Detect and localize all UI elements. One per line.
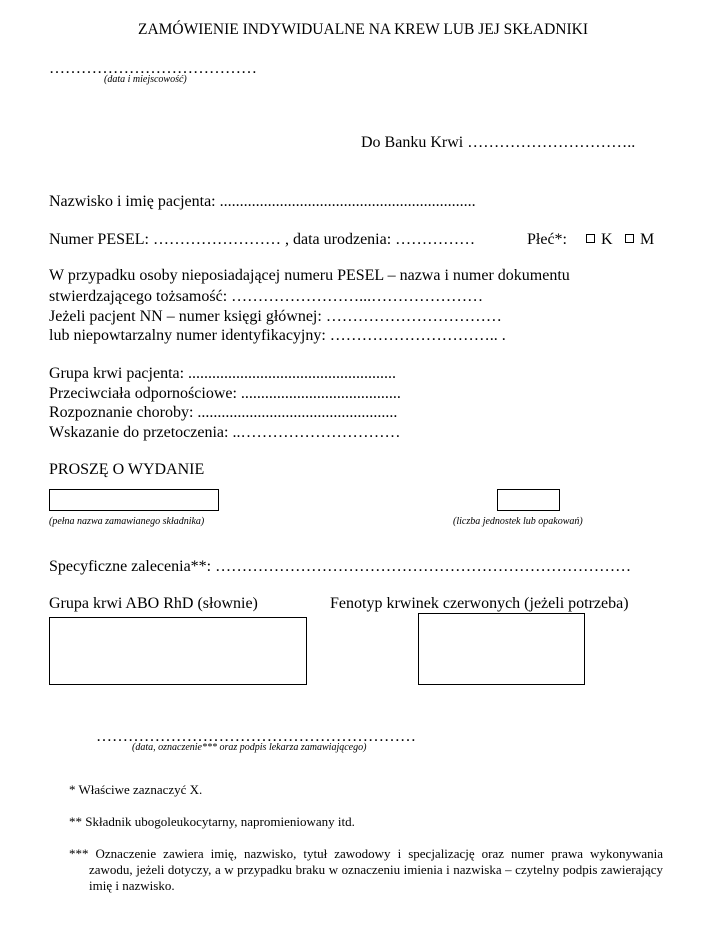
- footnote-2: ** Składnik ubogoleukocytarny, napromieniowany itd.: [69, 814, 355, 829]
- specific-recommendations-field: Specyficzne zalecenia**: ……………………………………………………………………: [49, 558, 632, 575]
- units-count-caption: (liczba jednostek lub opakowań): [453, 516, 583, 527]
- sex-label: Płeć*:: [527, 231, 567, 248]
- unique-id-number: lub niepowtarzalny numer identyfikacyjny: ………………………….. .: [49, 327, 506, 344]
- phenotype-input[interactable]: [418, 613, 585, 685]
- footnote-3: *** Oznaczenie zawiera imię, nazwisko, tytuł zawodowy i specjalizację oraz numer prawa wykonywania zawodu, jeżeli dotyczy, a w przypadku braku w oznaczeniu imienia i nazwiska – czytelny podpis zawierający imię i nazwisko.: [69, 846, 663, 893]
- checkbox-m-icon[interactable]: [625, 234, 634, 243]
- diagnosis-field: Rozpoznanie choroby: ..................................................: [49, 404, 398, 421]
- blood-bank-recipient: Do Banku Krwi …………………………..: [361, 134, 636, 151]
- indication-field: Wskazanie do przetoczenia: ..…………………………: [49, 424, 401, 441]
- antibodies-field: Przeciwciała odpornościowe: ........................................: [49, 385, 401, 402]
- patient-name-field: Nazwisko i imię pacjenta: ................................................................: [49, 193, 476, 210]
- sex-option-m-label: M: [640, 231, 655, 248]
- footnote-1: * Właściwe zaznaczyć X.: [69, 782, 203, 797]
- no-pesel-line-2: stwierdzającego tożsamość: ……………………...…………………: [49, 288, 484, 305]
- sex-option-k-label: K: [601, 231, 613, 248]
- request-heading: PROSZĘ O WYDANIE: [49, 461, 205, 478]
- signature-dots: ……………………………………………………: [96, 728, 416, 745]
- phenotype-label: Fenotyp krwinek czerwonych (jeżeli potrzeba): [330, 595, 629, 612]
- abo-rhd-input[interactable]: [49, 617, 307, 685]
- no-pesel-line-1: W przypadku osoby nieposiadającej numeru PESEL – nazwa i numer dokumentu: [49, 267, 570, 284]
- abo-rhd-label: Grupa krwi ABO RhD (słownie): [49, 595, 258, 612]
- pesel-field: Numer PESEL: …………………… , data urodzenia: ……………: [49, 231, 476, 248]
- date-place-dots: …………………………………: [49, 60, 257, 77]
- component-name-input[interactable]: [49, 489, 219, 511]
- signature-caption: (data, oznaczenie*** oraz podpis lekarza zamawiającego): [132, 742, 367, 753]
- sex-option-k[interactable]: [586, 231, 613, 249]
- checkbox-k-icon[interactable]: [586, 234, 595, 243]
- date-place-caption: (data i miejscowość): [104, 74, 187, 85]
- nn-book-number: Jeżeli pacjent NN – numer księgi głównej: ……………………………: [49, 308, 502, 325]
- form-title: ZAMÓWIENIE INDYWIDUALNE NA KREW LUB JEJ SKŁADNIKI: [137, 21, 588, 38]
- component-name-caption: (pełna nazwa zamawianego składnika): [49, 516, 205, 527]
- units-count-input[interactable]: [497, 489, 560, 511]
- blood-group-field: Grupa krwi pacjenta: ....................................................: [49, 365, 397, 382]
- sex-option-m[interactable]: [625, 231, 654, 249]
